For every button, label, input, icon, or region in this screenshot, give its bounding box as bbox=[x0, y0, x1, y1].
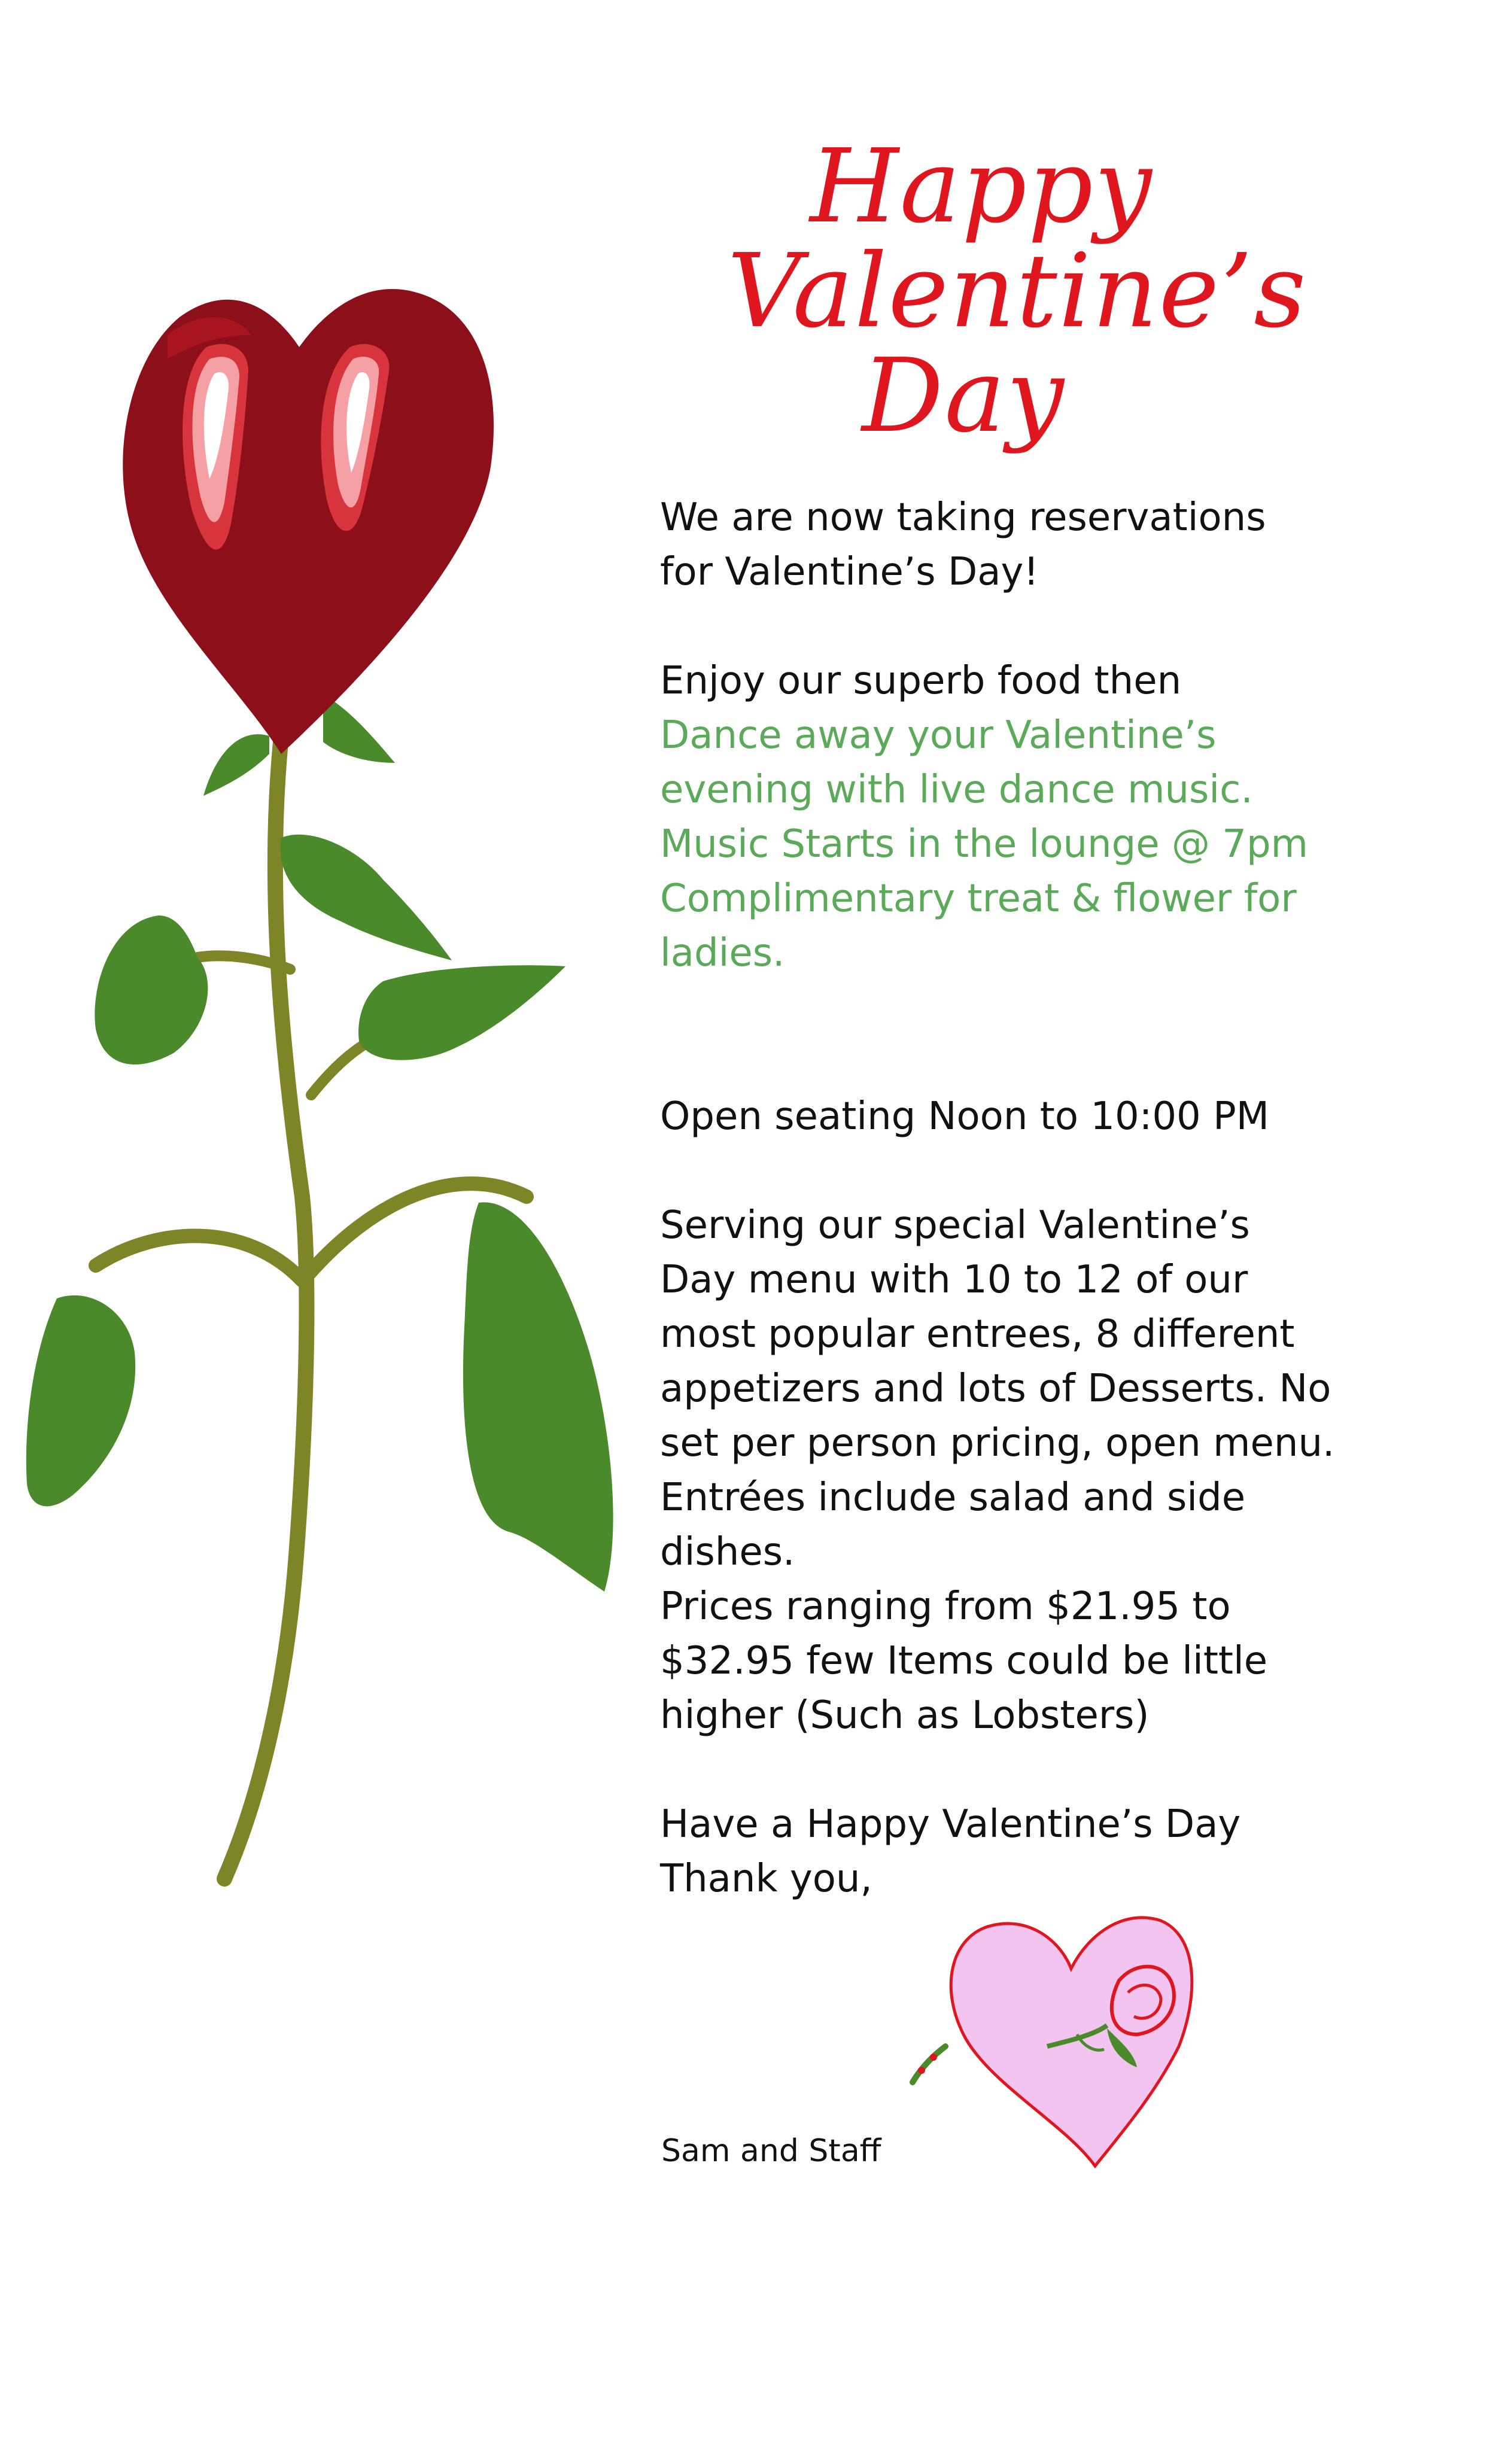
signature: Sam and Staff bbox=[661, 2133, 881, 2169]
menu-line-1: Serving our special Valentine’s bbox=[660, 1203, 1250, 1248]
title-line-valentines: Valentine’s bbox=[727, 232, 1308, 351]
menu-line-3: most popular entrees, 8 different bbox=[660, 1312, 1295, 1356]
dance-line-5: Complimentary treat & flower for bbox=[660, 877, 1297, 921]
dance-line-3: evening with live dance music. bbox=[660, 768, 1253, 812]
closing-line-1: Have a Happy Valentine’s Day bbox=[660, 1802, 1241, 1847]
menu-line-8: Prices ranging from $21.95 to bbox=[660, 1584, 1231, 1629]
page-title bbox=[646, 127, 1364, 455]
menu-line-10: higher (Such as Lobsters) bbox=[660, 1693, 1150, 1738]
menu-line-2: Day menu with 10 to 12 of our bbox=[660, 1258, 1248, 1302]
menu-line-9: $32.95 few Items could be little bbox=[660, 1639, 1268, 1683]
title-line-happy: Happy bbox=[810, 127, 1153, 246]
menu-line-7: dishes. bbox=[660, 1530, 795, 1574]
pink-heart-rose-icon bbox=[898, 1903, 1209, 2178]
menu-line-4: appetizers and lots of Desserts. No bbox=[660, 1367, 1331, 1411]
title-line-day: Day bbox=[862, 337, 1065, 455]
menu-line-6: Entrées include salad and side bbox=[660, 1476, 1246, 1520]
seating-hours: Open seating Noon to 10:00 PM bbox=[660, 1094, 1269, 1139]
closing-line-2: Thank you, bbox=[660, 1857, 872, 1901]
intro-line-1: We are now taking reservations bbox=[660, 495, 1266, 540]
menu-line-5: set per person pricing, open menu. bbox=[660, 1421, 1335, 1465]
rose-leaves bbox=[26, 616, 613, 1592]
dance-line-6: ladies. bbox=[660, 931, 785, 975]
flyer-body bbox=[660, 491, 1438, 1906]
heart-rose-illustration bbox=[0, 0, 628, 1915]
dance-line-2: Dance away your Valentine’s bbox=[660, 713, 1217, 758]
heart-bloom bbox=[123, 289, 494, 754]
dance-line-1: Enjoy our superb food then bbox=[660, 659, 1182, 703]
rose-stem bbox=[96, 736, 527, 1879]
intro-line-2: for Valentine’s Day! bbox=[660, 550, 1039, 594]
broken-stem bbox=[913, 2046, 945, 2082]
dance-line-4: Music Starts in the lounge @ 7pm bbox=[660, 822, 1308, 866]
